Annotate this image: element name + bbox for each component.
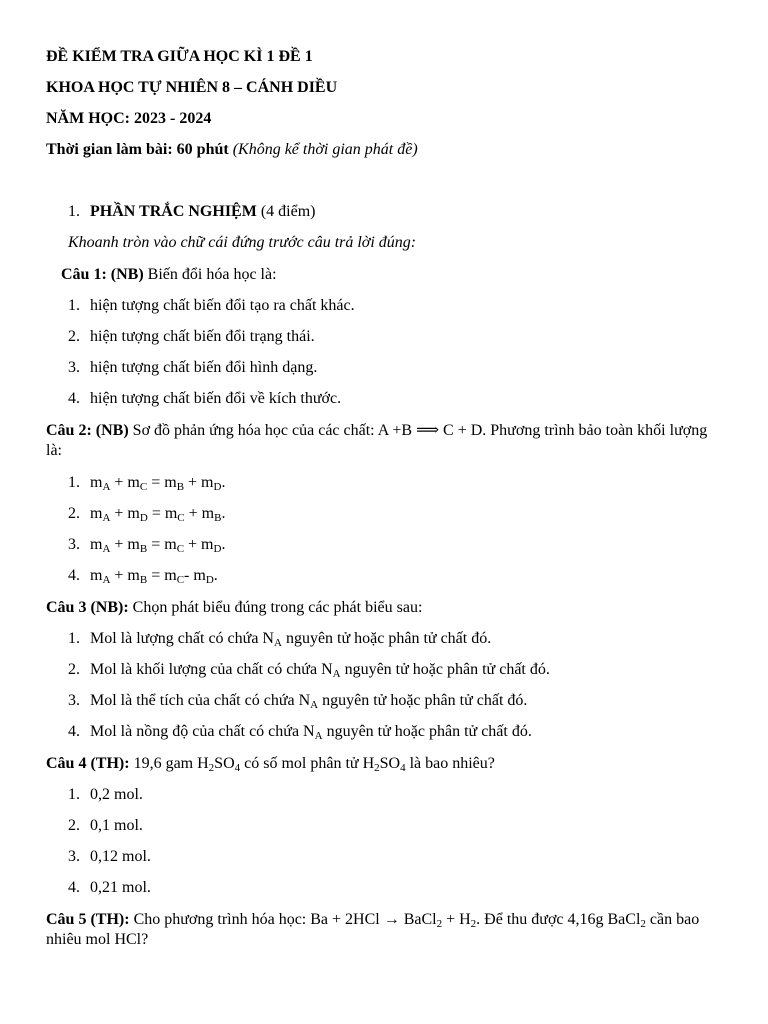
question-1: [61, 265, 277, 285]
q4-option: 2. 0,1 mol.: [68, 817, 143, 834]
q2-option: 4. $m_A + m_B = m_C-$ $m_D$.: [68, 567, 218, 586]
q1-option: 4. hiện tượng chất biến đổi về kích thước.: [68, 390, 342, 407]
exam-title: ĐỀ KIỂM TRA GIỮA HỌC KÌ 1 ĐỀ 1: [46, 48, 313, 65]
q1-option: 1. hiện tượng chất biến đổi tạo ra chất khác.: [68, 297, 355, 314]
q3-option: 4. Mol là nồng độ của chất có chứa $N_A$ nguyên tử hoặc phân tử chất đó.: [68, 723, 532, 742]
q3-option: 2. Mol là khối lượng của chất có chứa $N_A$ nguyên tử hoặc phân tử chất đó.: [68, 661, 550, 680]
q3-option: 1. Mol là lượng chất có chứa $N_A$ nguyên tử hoặc phân tử chất đó.: [68, 630, 492, 649]
section-heading: [68, 202, 315, 222]
question-4-label: Câu 4 (TH):: [46, 755, 130, 772]
q4-option: 1. 0,2 mol.: [68, 786, 143, 803]
q2-option: 3. $m_A + m_B = m_C + m_D$.: [68, 536, 226, 555]
q2-option: 1. $m_A + m_C = m_B + m_D$.: [68, 474, 226, 493]
section-title: PHẦN TRẮC NGHIỆM: [90, 203, 257, 220]
subject-title: KHOA HỌC TỰ NHIÊN 8 – CÁNH DIỀU: [46, 79, 338, 96]
question-5: [46, 910, 726, 950]
q3-option: 3. Mol là thể tích của chất có chứa $N_A$ nguyên tử hoặc phân tử chất đó.: [68, 692, 528, 711]
school-year: NĂM HỌC: 2023 - 2024: [46, 110, 212, 127]
section-number: 1.: [68, 203, 80, 220]
question-5-label: Câu 5 (TH):: [46, 911, 130, 928]
question-3: [46, 598, 422, 618]
section-points: (4 điểm): [260, 203, 316, 220]
question-2-label: Câu 2: (NB): [46, 422, 129, 439]
q4-option: 4. 0,21 mol.: [68, 879, 151, 896]
q4-option: 3. 0,12 mol.: [68, 848, 151, 865]
question-5-text: Cho phương trình hóa học: Ba + 2HCl → BaCl$_2$ + $H_2$. Để thu được 4,16g BaCl$_2$ cần bao nhiêu mol HCl?: [46, 911, 700, 948]
q2-option: 2. $m_A + m_D = m_C + m_B$.: [68, 505, 226, 524]
question-1-text: Biến đổi hóa học là:: [147, 266, 277, 283]
question-3-label: Câu 3 (NB):: [46, 599, 129, 616]
question-1-label: Câu 1: (NB): [61, 266, 144, 283]
exam-time: [46, 140, 418, 160]
question-2: [46, 421, 726, 461]
question-4-text: 19,6 gam $H_2SO_4$ có số mol phân tử $H_2SO_4$ là bao nhiêu?: [133, 755, 495, 774]
question-4: [46, 754, 495, 774]
section-instruction: Khoanh tròn vào chữ cái đứng trước câu trả lời đúng:: [68, 234, 417, 251]
exam-time-label: Thời gian làm bài: 60 phút: [46, 141, 229, 158]
q1-option: 2. hiện tượng chất biến đổi trạng thái.: [68, 328, 315, 345]
exam-time-note: (Không kể thời gian phát đề): [232, 141, 418, 158]
q1-option: 3. hiện tượng chất biến đổi hình dạng.: [68, 359, 318, 376]
question-2-text: Sơ đồ phản ứng hóa học của các chất: A +B ⟹ C + D. Phương trình bảo toàn khối lượng là:: [46, 422, 708, 459]
question-3-text: Chọn phát biểu đúng trong các phát biểu sau:: [132, 599, 423, 616]
